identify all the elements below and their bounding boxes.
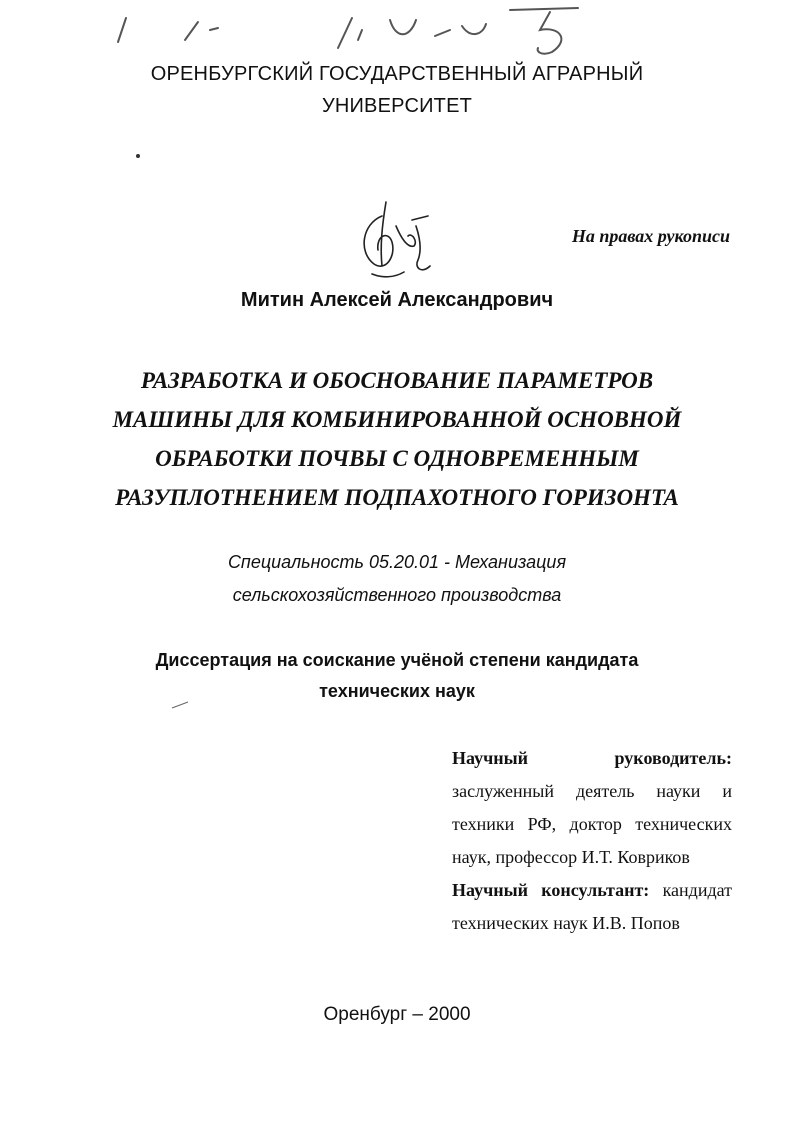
stray-dot [136,154,140,158]
stray-mark [170,700,190,710]
university-header [0,58,794,122]
degree-line-1: Диссертация на соискание учёной степени кандидата [155,650,639,670]
specialty-line-1: Специальность 05.20.01 - Механизация [227,552,567,572]
author-name: Митин Алексей Александрович [240,289,554,311]
university-line-2: УНИВЕРСИТЕТ [321,95,473,117]
title-line-2: МАШИНЫ ДЛЯ КОМБИНИРОВАННОЙ ОСНОВНОЙ [112,407,682,432]
degree-line-2: технических наук [319,681,475,701]
consultant-value: кандидат [649,880,733,900]
signature-icon [352,196,442,292]
manuscript-rights: На правах рукописи [571,226,730,246]
consultant-line-2: технических наук И.В. Попов [452,913,680,933]
degree-statement [0,645,794,707]
supervisor-line-1: заслуженный деятель науки и [452,781,732,801]
title-line-3: ОБРАБОТКИ ПОЧВЫ С ОДНОВРЕМЕННЫМ [155,446,639,471]
title-line-4: РАЗУПЛОТНЕНИЕМ ПОДПАХОТНОГО ГОРИЗОНТА [115,485,679,510]
university-line-1: ОРЕНБУРГСКИЙ ГОСУДАРСТВЕННЫЙ АГРАРНЫЙ [150,63,644,85]
consultant-line [452,874,732,907]
city-year: Оренбург – 2000 [323,1004,471,1025]
advisors-block [452,742,732,940]
dissertation-title [0,361,794,517]
consultant-label: Научный консультант: [452,880,650,900]
supervisor-label: Научный руководитель: [452,748,732,768]
specialty [0,546,794,612]
specialty-line-2: сельскохозяйственного производства [232,585,562,605]
title-line-1: РАЗРАБОТКА И ОБОСНОВАНИЕ ПАРАМЕТРОВ [140,368,654,393]
supervisor-line-2: техники РФ, доктор технических [452,814,732,834]
supervisor-line-3: наук, профессор И.Т. Ковриков [452,847,690,867]
